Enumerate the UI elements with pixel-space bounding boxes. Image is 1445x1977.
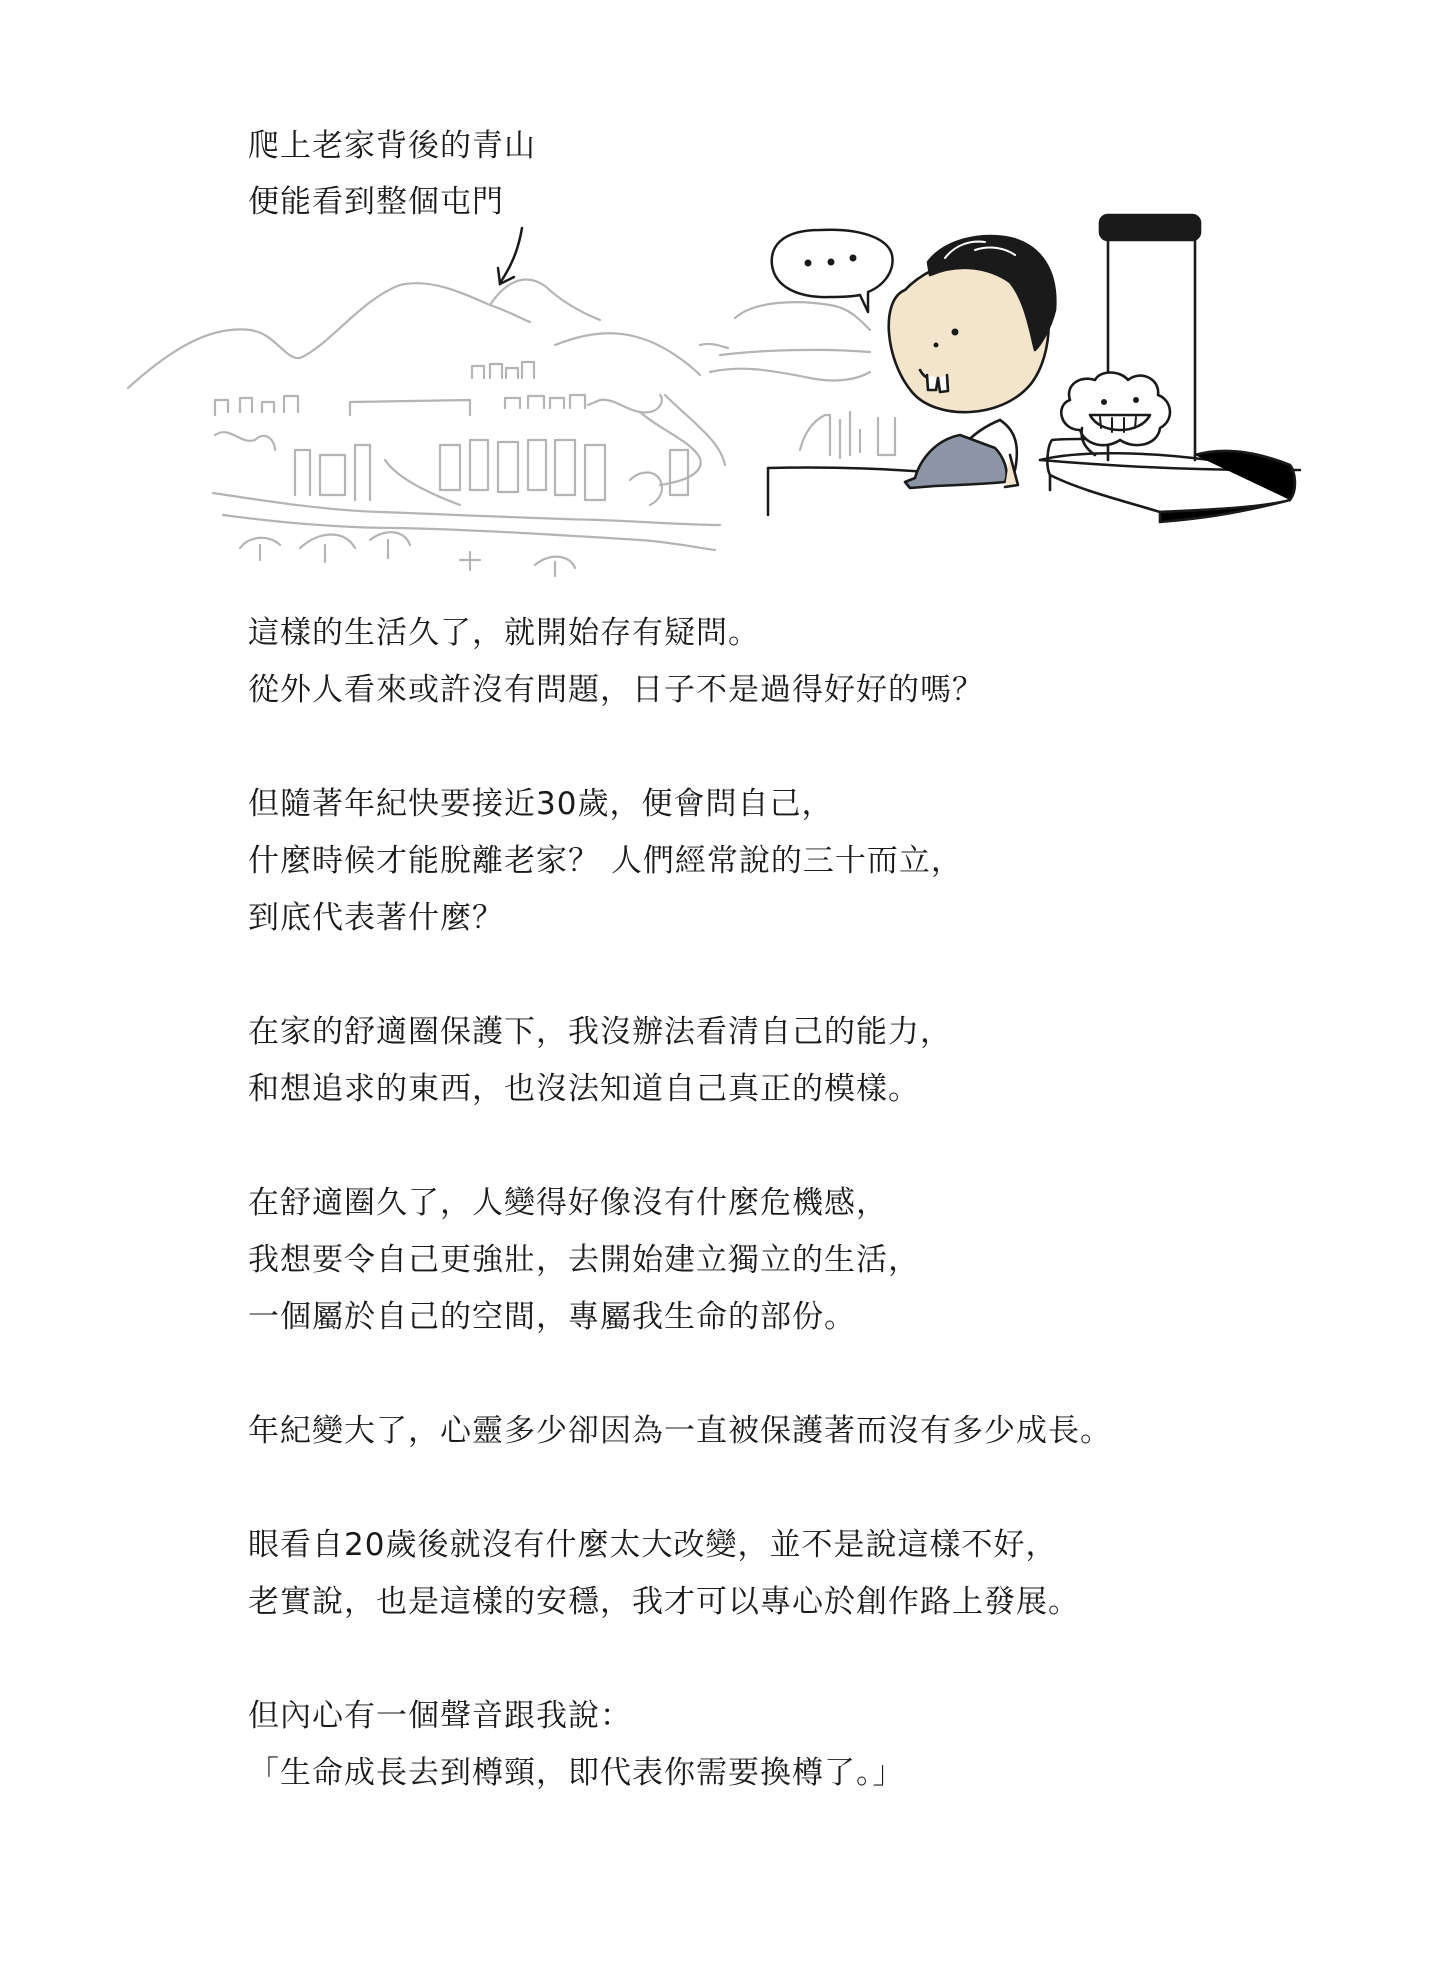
paragraph — [248, 1517, 1348, 1631]
vent-pipe — [1047, 215, 1295, 522]
body-text — [248, 605, 1348, 1859]
text-line: 但內心有一個聲音跟我說： — [248, 1698, 632, 1734]
paragraph — [248, 1175, 1348, 1346]
text-line: 這樣的生活久了，就開始存有疑問。 — [248, 615, 760, 651]
text-line: 老實說，也是這樣的安穩，我才可以專心於創作路上發展。 — [248, 1584, 1080, 1620]
text-line: 年紀變大了，心靈多少卻因為一直被保護著而沒有多少成長。 — [248, 1413, 1112, 1449]
arrow-down-icon — [498, 228, 522, 284]
text-line: 在家的舒適圈保護下，我沒辦法看清自己的能力， — [248, 1014, 952, 1050]
boy-character — [889, 236, 1056, 488]
tuen-mun-scenery — [128, 280, 895, 576]
cloud-friend — [1061, 373, 1170, 456]
paragraph — [248, 1403, 1348, 1460]
text-line: 眼看自20歲後就沒有什麼太大改變，並不是說這樣不好， — [248, 1527, 1058, 1563]
text-line: 從外人看來或許沒有問題，日子不是過得好好的嗎？ — [248, 672, 984, 708]
paragraph — [248, 605, 1348, 719]
text-line: 「生命成長去到樽頸，即代表你需要換樽了。」 — [248, 1755, 905, 1791]
caption-line: 便能看到整個屯門 — [248, 184, 504, 220]
text-line: 在舒適圈久了，人變得好像沒有什麼危機感， — [248, 1185, 888, 1221]
paragraph — [248, 776, 1348, 947]
paragraph — [248, 1004, 1348, 1118]
paragraph — [248, 1688, 1348, 1802]
rooftop-illustration — [0, 0, 1445, 600]
text-line: 我想要令自己更強壯，去開始建立獨立的生活， — [248, 1242, 920, 1278]
text-line: 到底代表著什麼？ — [248, 900, 504, 936]
speech-bubble — [772, 230, 893, 312]
text-line: 但隨著年紀快要接近30歲，便會問自己， — [248, 786, 834, 822]
text-line: 什麼時候才能脫離老家？ 人們經常說的三十而立， — [248, 843, 963, 879]
text-line: 和想追求的東西，也沒法知道自己真正的模樣。 — [248, 1071, 920, 1107]
text-line: 一個屬於自己的空間，專屬我生命的部份。 — [248, 1299, 856, 1335]
caption-line: 爬上老家背後的青山 — [248, 128, 536, 164]
